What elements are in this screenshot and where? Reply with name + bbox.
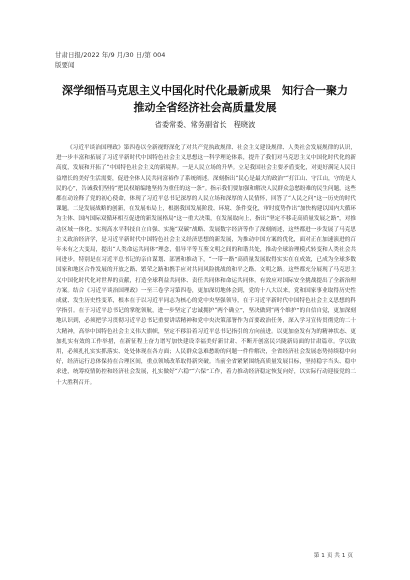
- section-line: 版要闻: [55, 61, 75, 69]
- author-byline: 省委常委、常务副省长 程晓波: [154, 120, 256, 129]
- footer-mid: 页 共: [326, 553, 340, 559]
- footer-prefix: 第: [313, 553, 320, 559]
- source-line: 甘肃日报/2022 年/9 月/30 日/第 004: [55, 51, 166, 59]
- title-line-1: 深学细悟马克思主义中国化时代化最新成果 知行合一聚力: [62, 84, 348, 97]
- page-number: 1: [321, 553, 325, 559]
- source-header: [55, 50, 165, 70]
- total-pages: 1: [341, 553, 346, 559]
- page-footer: [313, 551, 354, 559]
- title-line-2: 推动全省经济社会高质量发展: [133, 101, 277, 114]
- footer-suffix: 页: [347, 553, 353, 559]
- article-title: [30, 82, 380, 116]
- article-body: 《习近平谈治国理政》第四卷以全新视野深化了对共产党执政规律、社会主义建设规律、人类社会发展规律的认识，进一步丰富和拓展了习近平新时代中国特色社会主义思想这一科学理论体系，提升了我们对马克思主义中国化时代化的新高度，发展和开拓了“中国特色社会主义的新境界。一是人民立场的升华。立足我国社会主要矛盾变化，对更好满足人民日益增长的美好生活需要，促进全体人民共同富裕作了系统阐述。深刻指出“民心是最大的政治”“打江山、守江山，守的是人民的心”，告诫我们坚持“把民权缩编地坚持为重任的这一条”。指示我们要加强和解决人民群众急愁盼难的民生问题，这些都在动诠释了党的初心使命，体现了习近平总书记深厚的人民立场和深厚的人民情怀，回答了“人民之问”这一历史的时代课题。二是发展战略的创新，在发展布局上，根据我国发展阶段、环境、条件变化，审时度势作出“加快构建以国内大循环为主体、国内国际双循环相互促进的新发展格局”这一重大决策，在发展取向上，指出“坚定不移走高质量发展之路”，对推动区域一体化、实现高水平科技自立自强、实施“双碳”战略、发展数字经济等作了深刻阐述，这些都进一步发展了马克思主义政治经济学，是习近平新时代中国特色社会主义经济思想的新发展，为推动中国方案的优化，面对正在加速演进的百年未有之大变局，提出“人类命运共同体”理念，倡导平等互鉴文明之间的和谐共处，推动全球治理模式转变和人类社会共同进步，特别是在习近平总书记的亲自谋划、部署和推动下，“一带一路”高质量发展取得实实在在成效，已成为全球多数国家和地区合作发展的开放之路、繁荣之路和携手应对共同风险挑战的和平之路、文明之路。这些都充分展现了马克思主义中国化时代化对世界的贡献，打造全球利益共同体、责任共同体和命运共同体，有效应对国际安全挑战提出了全新治理方案。结合《习近平谈治国理政》一至三卷学习第四卷，更加深切地体会到，党的十八大以来，党和国家事业取得历史性成就、发生历史性变革，根本在于以习近平同志为核心的党中央坚强领导，在于习近平新时代中国特色社会主义思想的科学指引。在于习近平总书记的掌舵领航，进一步坚定了忠诚拥护“两个确立”，坚决做到“两个维护”的自信自觉，更加深刻地认识到，必须把学习贯彻习近平总书记重要讲话精神和党中央决策部署作为首要政治任务，深入学习宣传贯彻党的二十大精神，高举中国特色社会主义伟大旗帜，坚定不移沿着习近平总书记指引的方向前进。以更加奋发有为的精神状态、更加扎实有效的工作举措，在新征程上奋力谱写加快建设幸福美好新甘肃、不断开创富民兴陇新局面的甘肃篇章。学以致用，必须扎扎实实抓落实、处处体现在各方面；人民群众急难愁盼的问题一件件解决，全省经济社会发展态势持续稳中向好，经济运行总体保持在合理区间，重点领域改革取得新突破。当前全省紧紧围绕高质量发展目标，坚持稳字当头、稳中求进，统筹疫情防控和经济社会发展，扎实做好“六稳”“六保”工作，着力推动经济稳定恢复向好，以实际行动迎接党的二十大胜利召开。: [56, 145, 356, 386]
